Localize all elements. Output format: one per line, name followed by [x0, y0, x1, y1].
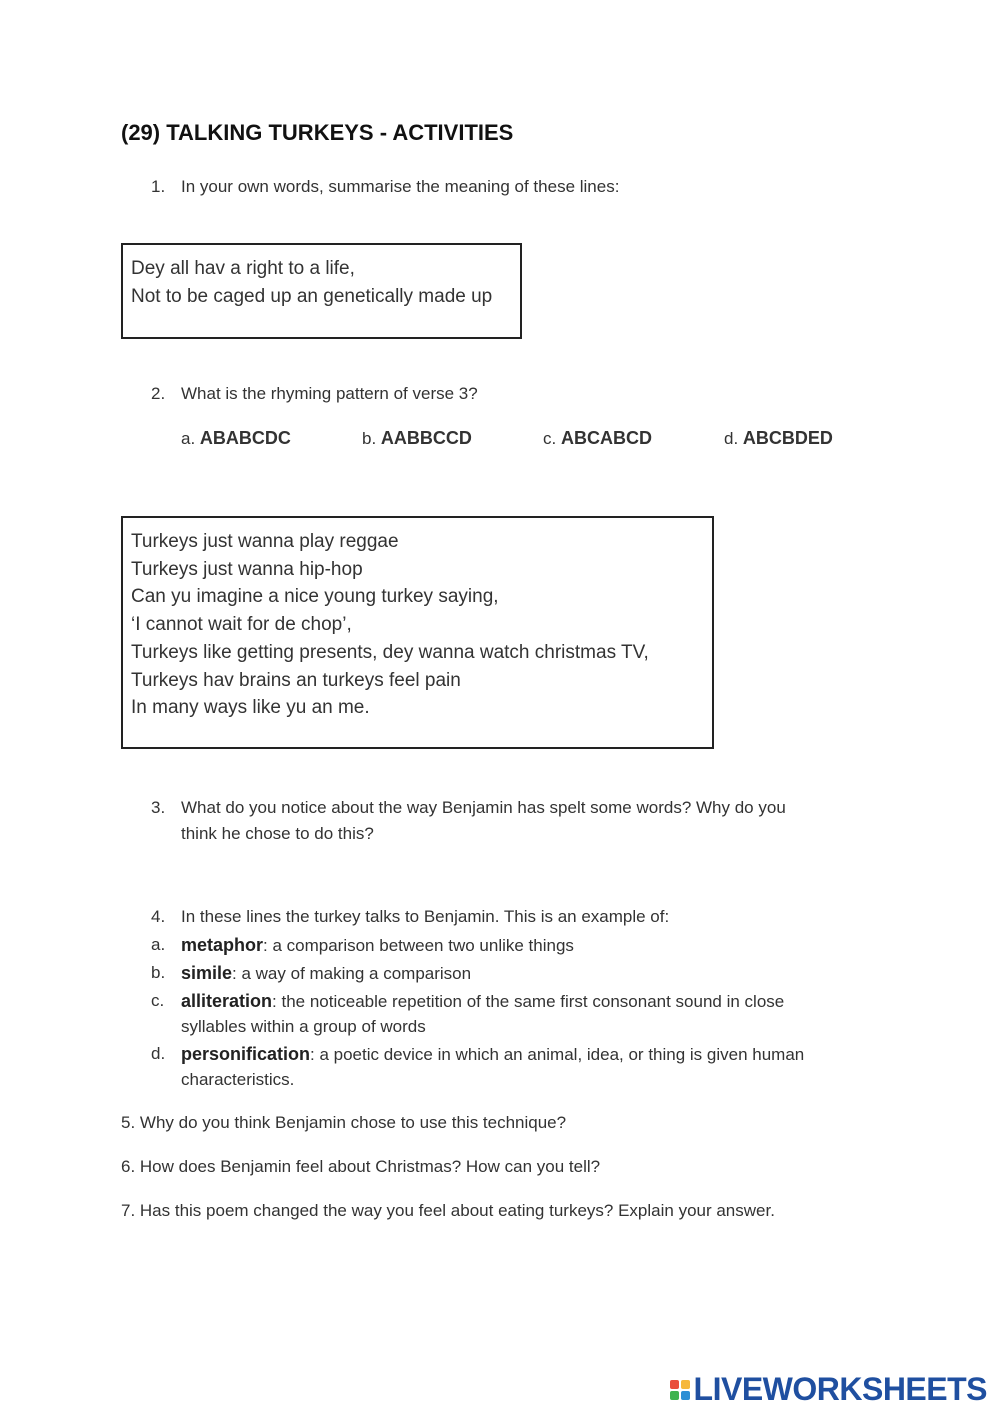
question-number: 4.: [151, 907, 166, 926]
definition-term: metaphor: [181, 935, 264, 955]
page-title: (29) TALKING TURKEYS - ACTIVITIES: [121, 120, 514, 145]
question-number: 2.: [151, 384, 166, 403]
quote-line: Not to be caged up an genetically made up: [131, 285, 493, 307]
quote-box-2: [121, 516, 714, 749]
definition-letter: d.: [151, 1044, 166, 1063]
question-text: What is the rhyming pattern of verse 3?: [181, 384, 478, 403]
quote-box-1: [121, 243, 522, 339]
option-b[interactable]: [362, 428, 472, 449]
quote-line: Turkeys hav brains an turkeys feel pain: [131, 669, 461, 691]
option-value: ABCABCD: [560, 428, 652, 448]
option-value: ABCBDED: [742, 428, 833, 448]
logo-square-icon: [670, 1380, 679, 1389]
question-4: [0, 907, 999, 929]
quote-line: ‘I cannot wait for de chop’,: [131, 614, 352, 636]
question-text: In these lines the turkey talks to Benjamin. This is an example of:: [181, 907, 670, 926]
question-text: In your own words, summarise the meaning of these lines:: [181, 177, 620, 196]
definition-text-continued: characteristics.: [181, 1070, 295, 1089]
question-text: What do you notice about the way Benjamin has spelt some words? Why do you: [181, 798, 786, 817]
liveworksheets-logo[interactable]: [670, 1371, 987, 1408]
question-1: [0, 177, 999, 199]
option-value: ABABCDC: [199, 428, 291, 448]
logo-text: LIVEWORKSHEETS: [693, 1371, 987, 1407]
definition-text: : a comparison between two unlike things: [263, 936, 574, 955]
definition-letter: b.: [151, 963, 166, 982]
definition-term: alliteration: [181, 991, 273, 1011]
definition-d[interactable]: [0, 1041, 999, 1093]
option-d[interactable]: [724, 428, 833, 449]
definition-term: personification: [181, 1044, 311, 1064]
option-letter: b.: [362, 429, 377, 448]
definition-letter: c.: [151, 991, 165, 1010]
question-number: 3.: [151, 798, 166, 817]
logo-square-icon: [681, 1380, 690, 1389]
question-2: [0, 384, 999, 406]
quote-line: Can yu imagine a nice young turkey saying,: [131, 586, 499, 608]
quote-line: Turkeys just wanna play reggae: [131, 531, 399, 552]
definition-c[interactable]: [0, 988, 999, 1040]
quote-line: Turkeys like getting presents, dey wanna watch christmas TV,: [131, 641, 649, 663]
definition-letter: a.: [151, 935, 166, 954]
question-3: [0, 795, 999, 847]
option-a[interactable]: [181, 428, 291, 449]
definition-a[interactable]: [0, 932, 999, 958]
question-text-continued: think he chose to do this?: [181, 824, 374, 843]
option-c[interactable]: [543, 428, 652, 449]
definition-term: simile: [181, 963, 233, 983]
definition-text-continued: syllables within a group of words: [181, 1017, 426, 1036]
question-7: 7. Has this poem changed the way you feel about eating turkeys? Explain your answer.: [121, 1201, 775, 1220]
quote-line: Turkeys just wanna hip-hop: [131, 558, 363, 580]
question-5: 5. Why do you think Benjamin chose to use this technique?: [121, 1113, 567, 1132]
logo-square-icon: [670, 1391, 679, 1400]
option-letter: a.: [181, 429, 196, 448]
question-6: 6. How does Benjamin feel about Christmas? How can you tell?: [121, 1157, 601, 1176]
definition-b[interactable]: [0, 960, 999, 986]
definition-text: : a poetic device in which an animal, idea, or thing is given human: [310, 1045, 805, 1064]
option-value: AABBCCD: [380, 428, 472, 448]
question-number: 1.: [151, 177, 166, 196]
quote-line: In many ways like yu an me.: [131, 697, 370, 719]
logo-square-icon: [681, 1391, 690, 1400]
logo-mark-icon: [670, 1380, 690, 1400]
definition-text: : the noticeable repetition of the same first consonant sound in close: [272, 992, 785, 1011]
option-letter: c.: [543, 429, 557, 448]
option-letter: d.: [724, 429, 739, 448]
quote-line: Dey all hav a right to a life,: [131, 258, 355, 279]
definition-text: : a way of making a comparison: [232, 964, 472, 983]
